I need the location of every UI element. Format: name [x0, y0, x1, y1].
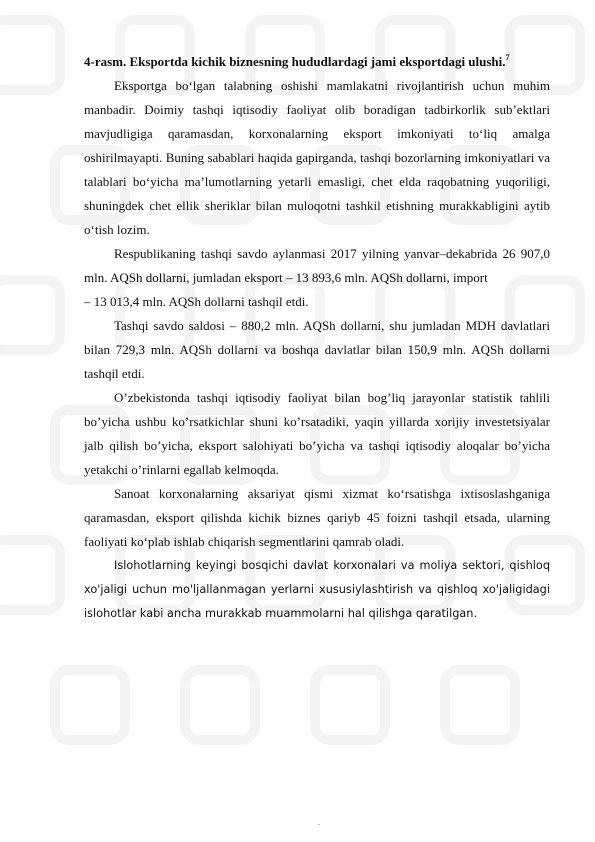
- paragraph-small-business-share: Sanoat korxonalarning aksariyat qismi xizmat ko‘rsatishga ixtisoslashganiga qaramasdan, eksport qilishda kichik biznes qariyb 45 foizni tashqil etsada, ularning faoliyati ko‘plab ishlab chiqarish segmentlarini qamrab oladi.: [84, 486, 550, 549]
- paragraph-reforms: Islohotlarning keyingi bosqichi davlat korxonalari va moliya sektori, qishloq xo'jaligi uchun mo'ljallanmagan yerlarni xususiylashtirish va qishloq xo'jaligidagi islohotlar kabi ancha murakkab muammolarni hal qilishga qaratilgan.: [84, 559, 550, 620]
- caption-text: 4-rasm. Eksportda kichik biznesning hududlardagi jami eksportdagi ulushi.: [84, 54, 506, 69]
- paragraph-import-value: – 13 013,4 mln. AQSh dollarni tashqil etdi.: [84, 294, 309, 309]
- page-body: [84, 50, 550, 626]
- paragraph-export-demand: Eksportga bo‘lgan talabning oshishi mamlakatni rivojlantirish uchun muhim manbadir. Doimiy tashqi iqtisodiy faoliyat olib boradigan tadbirkorlik sub’ektlari mavjudligiga qaramasdan, korxonalarning eksport imkoniyati to‘liq amalga oshirilmayapti. Buning sabablari haqida gapirganda, tashqi bozorlarning imkoniyatlari va talablari bo‘yicha ma’lumotlarning yetarli emasligi, chet elda raqobatning yuqoriligi, shuningdek chet ellik sheriklar bilan muloqotni tashkil etishning murakkabligini aytib o‘tish lozim.: [84, 78, 550, 237]
- footnote-marker: 7: [505, 53, 510, 62]
- footer-mark: .: [318, 818, 320, 827]
- paragraph-statistical-analysis: O’zbekistonda tashqi iqtisodiy faoliyat bilan bog’liq jarayonlar statistik tahlili bo’yicha ushbu ko’rsatkichlar shuni ko’rsatadiki, yaqin yillarda xorijiy investetsiyalar jalb qilish bo’yicha, eksport salohiyati bo’yicha va tashqi iqtisodiy aloqalar bo’yicha yetakchi o’rinlarni egallab kelmoqda.: [84, 390, 550, 477]
- paragraph-trade-turnover: Respublikaning tashqi savdo aylanmasi 2017 yilning yanvar–dekabrida 26 907,0 mln. AQSh dollarni, jumladan eksport – 13 893,6 mln. AQSh dollarni, import: [84, 246, 550, 285]
- figure-caption: [84, 50, 550, 74]
- paragraph-trade-balance: Tashqi savdo saldosi – 880,2 mln. AQSh dollarni, shu jumladan MDH davlatlari bilan 729,3 mln. AQSh dollarni va boshqa davlatlar bilan 150,9 mln. AQSh dollarni tashqil etdi.: [84, 318, 550, 381]
